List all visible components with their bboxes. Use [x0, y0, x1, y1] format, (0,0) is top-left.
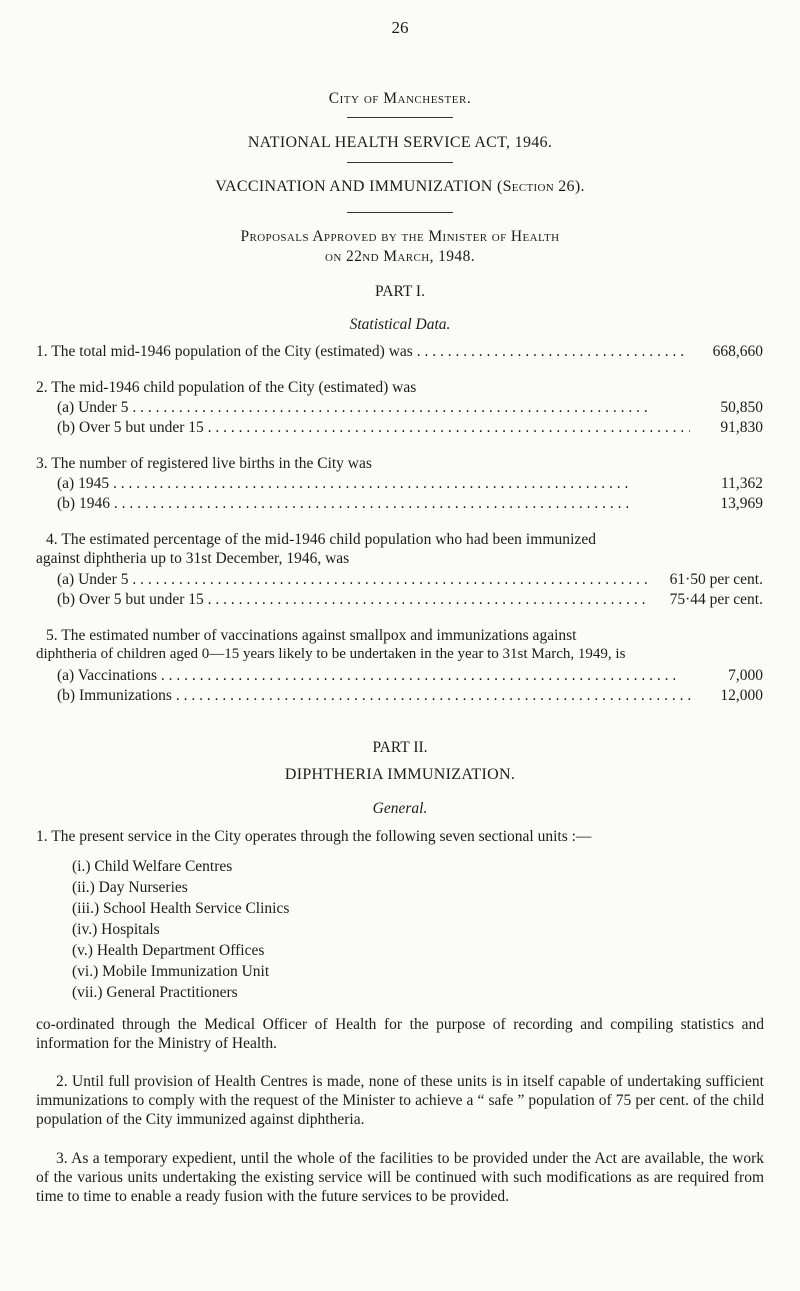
para2: 2. Until full provision of Health Centres is made, none of these units is in itself capable of undertaking sufficient immunizations to comply with the request of the Minister to achieve a “ safe ” population of 75 per cent. of the child population of the City immunized against diphtheria.: [36, 1073, 764, 1128]
item3-b-value: 13,969: [720, 495, 763, 512]
item2-a-label: (a) Under 5 . . .: [57, 399, 690, 417]
item4-a-label: (a) Under 5 . . .: [57, 571, 649, 589]
proposals-line-1: Proposals Approved by the Minister of Health: [240, 228, 560, 245]
part1-subtitle: Statistical Data.: [349, 316, 451, 333]
item5-line1: 5. The estimated number of vaccinations against smallpox and immunizations against: [46, 627, 577, 644]
item1-text: 1. The total mid-1946 population of the City (estimated) was . . .: [36, 343, 688, 361]
unit-item: (vii.) General Practitioners: [72, 984, 238, 1001]
item3-a-value: 11,362: [720, 475, 763, 492]
act-title: NATIONAL HEALTH SERVICE ACT, 1946.: [247, 134, 553, 151]
proposals-line-2: on 22nd March, 1948.: [325, 248, 475, 265]
item1-value: 668,660: [712, 343, 763, 360]
item5-b-value: 12,000: [720, 687, 763, 704]
item4-b-value: 75·44 per cent.: [669, 591, 763, 608]
page-number: 26: [391, 18, 409, 37]
part1-title: PART I.: [375, 283, 425, 300]
item4-b-label: (b) Over 5 but under 15 . . .: [57, 591, 649, 609]
item5-a-value: 7,000: [728, 667, 763, 684]
divider: [347, 162, 453, 163]
unit-item: (iii.) School Health Service Clinics: [72, 900, 290, 917]
item2-b-label: (b) Over 5 but under 15 . . .: [57, 419, 690, 437]
section-title-ref: (Section 26).: [496, 178, 585, 195]
item3-a-label: (a) 1945 . . .: [57, 475, 690, 493]
part2-heading: DIPHTHERIA IMMUNIZATION.: [284, 766, 516, 783]
unit-item: (vi.) Mobile Immunization Unit: [72, 963, 270, 980]
item2-a-value: 50,850: [720, 399, 763, 416]
item4-a-value: 61·50 per cent.: [669, 571, 763, 588]
unit-item: (ii.) Day Nurseries: [72, 879, 188, 896]
part2-title: PART II.: [372, 739, 428, 756]
divider: [347, 212, 453, 213]
unit-item: (i.) Child Welfare Centres: [72, 858, 233, 875]
item4-line1: 4. The estimated percentage of the mid-1946 child population who had been immunized: [46, 531, 597, 548]
item5-line2: diphtheria of children aged 0—15 years likely to be undertaken in the year to 31st March, 1949, is: [36, 646, 626, 662]
item5-b-label: (b) Immunizations . . .: [57, 687, 697, 705]
para1-intro: 1. The present service in the City operates through the following seven sectional units :—: [36, 828, 592, 845]
para3: 3. As a temporary expedient, until the whole of the facilities to be provided under the Act are available, the work of the various units undertaking the existing service will be continued with such modifications as are required from time to time to enable a ready fusion with the future services to be provided.: [36, 1150, 764, 1205]
unit-item: (iv.) Hospitals: [72, 921, 160, 938]
part2-subtitle: General.: [372, 800, 428, 817]
item3-b-label: (b) 1946 . . .: [57, 495, 690, 513]
section-title-main: VACCINATION AND IMMUNIZATION: [215, 178, 493, 195]
item5-a-label: (a) Vaccinations . . .: [57, 667, 697, 685]
item2-b-value: 91,830: [720, 419, 763, 436]
para1-close: co-ordinated through the Medical Officer of Health for the purpose of recording and compiling statistics and information for the Ministry of Health.: [36, 1016, 764, 1052]
divider: [347, 117, 453, 118]
item3-text: 3. The number of registered live births in the City was: [36, 455, 372, 472]
item4-line2: against diphtheria up to 31st December, 1946, was: [36, 550, 350, 567]
section-title: [0, 178, 800, 196]
unit-item: (v.) Health Department Offices: [72, 942, 265, 959]
item2-text: 2. The mid-1946 child population of the City (estimated) was: [36, 379, 417, 396]
city-heading: City of Manchester.: [328, 90, 472, 107]
